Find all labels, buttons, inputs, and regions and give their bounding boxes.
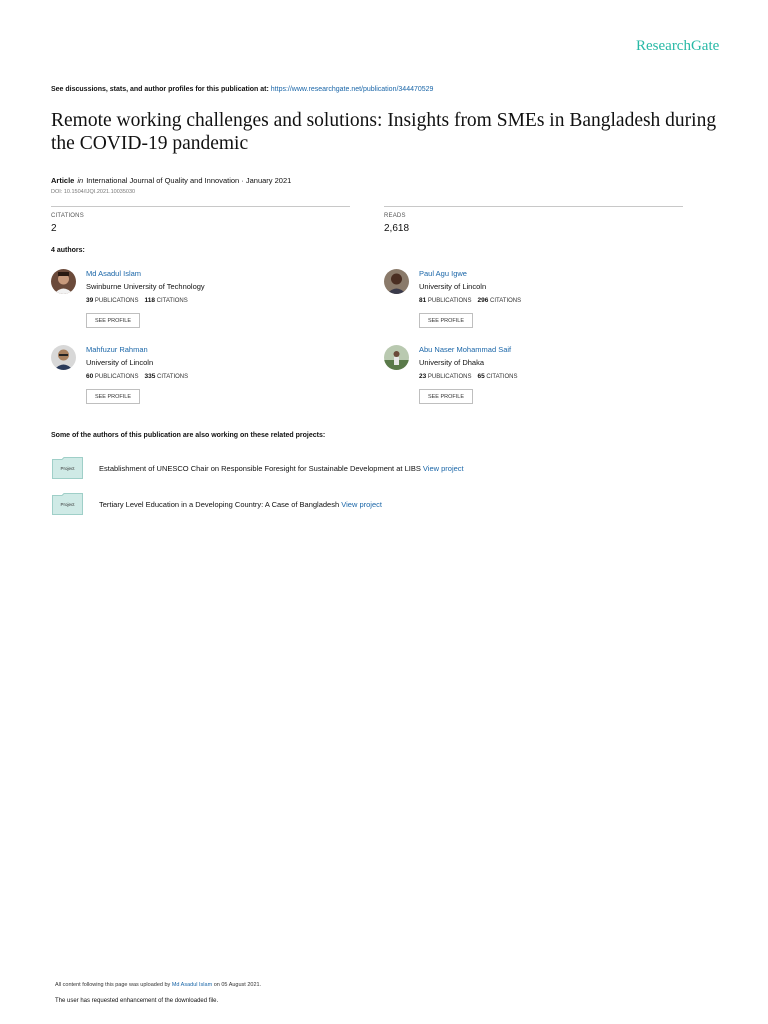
citations-label: CITATIONS [156, 298, 188, 304]
uploader-link[interactable]: Md Asadul Islam [171, 982, 213, 988]
citations-count: 335 [144, 373, 156, 380]
author-card [384, 269, 684, 333]
publications-label: PUBLICATIONS [427, 298, 472, 304]
citations-label: CITATIONS [157, 374, 189, 380]
project-title: Establishment of UNESCO Chair on Responsible Foresight for Sustainable Development at LIBS [99, 464, 421, 473]
discussion-text: See discussions, stats, and author profiles for this publication at: [51, 86, 269, 93]
journal-name[interactable]: International Journal of Quality and Innovation · January 2021 [86, 176, 292, 185]
related-projects-label: Some of the authors of this publication are also working on these related projects: [51, 432, 326, 439]
avatar[interactable] [384, 269, 409, 294]
publications-label: PUBLICATIONS [94, 298, 139, 304]
publications-count: 81 [419, 297, 427, 304]
enhancement-note: The user has requested enhancement of the downloaded file. [55, 998, 219, 1004]
publication-meta [51, 176, 291, 185]
publications-count: 23 [419, 373, 427, 380]
view-project-link[interactable]: View project [341, 500, 382, 509]
author-stats [419, 373, 518, 380]
author-stats [86, 373, 188, 380]
in-label: in [77, 176, 84, 185]
project-badge: Project [60, 502, 75, 507]
author-name[interactable]: Md Asadul Islam [86, 269, 142, 278]
citations-label: CITATIONS [490, 298, 522, 304]
publications-label: PUBLICATIONS [427, 374, 472, 380]
author-stats [86, 297, 188, 304]
author-name[interactable]: Abu Naser Mohammad Saif [419, 345, 512, 354]
discussion-line [51, 86, 433, 93]
citations-label: CITATIONS [51, 213, 84, 219]
project-folder-icon [52, 457, 83, 479]
divider-citations [51, 206, 350, 207]
project-text [99, 500, 382, 509]
article-type: Article [51, 176, 75, 185]
citations-label: CITATIONS [486, 374, 518, 380]
citations-count: 118 [144, 297, 155, 304]
project-item [52, 493, 752, 517]
publications-count: 39 [86, 297, 94, 304]
see-profile-button[interactable]: SEE PROFILE [419, 313, 473, 328]
citations-count: 296 [477, 297, 489, 304]
see-profile-button[interactable]: SEE PROFILE [86, 389, 140, 404]
author-institution: Swinburne University of Technology [86, 282, 205, 291]
upload-prefix: All content following this page was uploaded by [55, 982, 171, 988]
author-stats [419, 297, 521, 304]
avatar[interactable] [51, 269, 76, 294]
author-name[interactable]: Paul Agu Igwe [419, 269, 467, 278]
see-profile-button[interactable]: SEE PROFILE [419, 389, 473, 404]
researchgate-logo[interactable]: ResearchGate [636, 38, 720, 54]
divider-reads [384, 206, 683, 207]
see-profile-button[interactable]: SEE PROFILE [86, 313, 140, 328]
upload-suffix: on 05 August 2021. [213, 982, 262, 988]
avatar[interactable] [384, 345, 409, 370]
publication-title: Remote working challenges and solutions: Insights from SMEs in Bangladesh during the COVID-19 pandemic [51, 110, 717, 154]
project-folder-icon [52, 493, 83, 515]
author-institution: University of Lincoln [419, 282, 487, 291]
author-card [384, 345, 684, 409]
author-institution: University of Lincoln [86, 358, 154, 367]
view-project-link[interactable]: View project [422, 464, 464, 473]
project-item [52, 457, 752, 481]
citations-value: 2 [51, 223, 57, 234]
author-card [51, 345, 351, 409]
project-text [99, 464, 464, 473]
avatar[interactable] [51, 345, 76, 370]
authors-label: 4 authors: [51, 247, 85, 254]
doi: DOI: 10.1504/IJQI.2021.10035030 [51, 189, 136, 195]
author-name[interactable]: Mahfuzur Rahman [86, 345, 148, 354]
reads-label: READS [384, 213, 406, 219]
publications-count: 60 [86, 373, 94, 380]
author-card [51, 269, 351, 333]
upload-note [55, 982, 261, 988]
project-badge: Project [60, 466, 75, 471]
reads-value: 2,618 [384, 223, 410, 234]
project-title: Tertiary Level Education in a Developing Country: A Case of Bangladesh [99, 500, 340, 509]
author-institution: University of Dhaka [419, 358, 485, 367]
publications-label: PUBLICATIONS [94, 374, 139, 380]
publication-link[interactable]: https://www.researchgate.net/publication/344470529 [270, 86, 434, 93]
citations-count: 65 [477, 373, 485, 380]
